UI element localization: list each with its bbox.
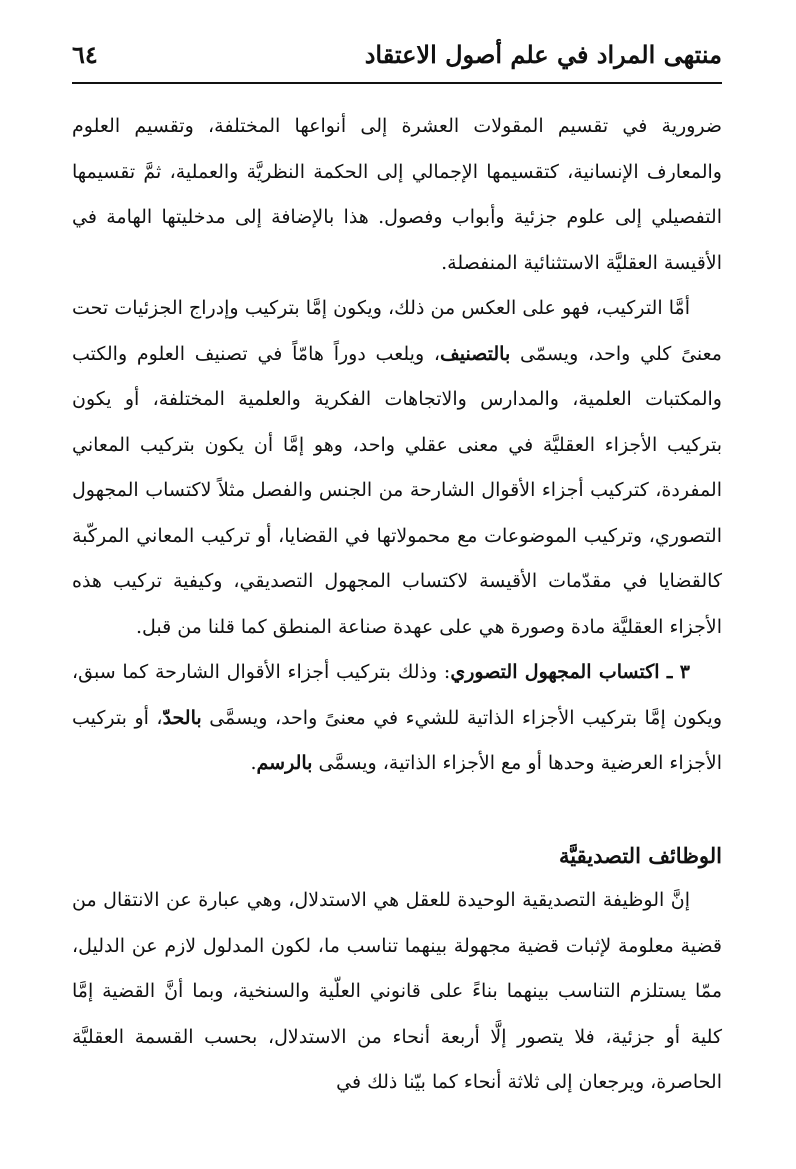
paragraph-text: ، ويلعب دوراً هامّاً في تصنيف العلوم والكتب والمكتبات العلمية، والمدارس والاتجاهات الفكرية والعلمية المختلفة، أو يكون بتركيب الأجزاء العقليَّة في معنى عقلي واحد، وهو إمَّا أن يكون بتركيب المعاني المفردة، كتركيب أجزاء الأقوال الشارحة من الجنس والفصل مثلاً لاكتساب المجهول التصوري، وتركيب الموضوعات مع محمولاتها في القضايا، أو تركيب المعاني المركّبة كالقضايا في مقدّمات الأقيسة لاكتساب المجهول التصديقي، وكيفية تركيب هذه الأجزاء العقليَّة مادة وصورة هي على عهدة صناعة المنطق كما قلنا من قبل.	[72, 342, 722, 638]
bold-term-acquisition: اكتساب المجهول التصوري	[450, 661, 660, 683]
paragraph-continuation: ضرورية في تقسيم المقولات العشرة إلى أنواعها المختلفة، وتقسيم العلوم والمعارف الإنسانية، كتقسيمها الإجمالي إلى الحكمة النظريَّة والعملية، ثمَّ تقسيمها التفصيلي إلى علوم جزئية وأبواب وفصول. هذا بالإضافة إلى مدخليتها الهامة في الأقيسة العقليَّة الاستثنائية المنفصلة.	[72, 115, 722, 274]
paragraph-composition	[72, 286, 722, 650]
bold-term-description: بالرسم	[256, 752, 313, 774]
bold-term-classification: بالتصنيف	[440, 342, 511, 365]
paragraph-text: أمَّا التركيب، فهو على العكس من ذلك، ويكون إمَّا بتركيب وإدراج الجزئيات تحت معنىً كلي واحد، ويسمّى	[72, 297, 722, 365]
running-header	[72, 30, 722, 78]
page-body	[72, 104, 722, 1106]
paragraph-text: : وذلك بتركيب أجزاء الأقوال الشارحة كما سبق، ويكون إمَّا بتركيب الأجزاء الذاتية للشيء في معنىً واحد، ويسمَّى	[72, 661, 722, 729]
header-rule	[72, 82, 722, 84]
running-title: منتهى المراد في علم أصول الاعتقاد	[364, 39, 722, 69]
paragraph-inference: إنَّ الوظيفة التصديقية الوحيدة للعقل هي الاستدلال، وهي عبارة عن الانتقال من قضية معلومة لإثبات قضية مجهولة بينهما تناسب ما، لكون المدلول لازم عن الدليل، ممّا يستلزم التناسب بينهما بناءً على قانوني العلّية والسنخية، وبما أنَّ القضية إمَّا كلية أو جزئية، فلا يتصور إلَّا أربعة أنحاء من الاستدلال، بحسب القسمة العقليَّة الحاصرة، ويرجعان إلى ثلاثة أنحاء كما بيّنا ذلك في	[72, 889, 722, 1093]
page-number: ٦٤	[72, 39, 98, 69]
paragraph-conceptual-acquisition	[72, 650, 722, 787]
paragraph-text: ، أو بتركيب الأجزاء العرضية وحدها أو مع الأجزاء الذاتية، ويسمَّى	[72, 706, 722, 774]
item-number: ٣ ـ	[659, 661, 690, 683]
paragraph-text: .	[250, 752, 257, 774]
section-heading: الوظائف التصديقيَّة	[559, 842, 722, 868]
bold-term-definition: بالحدّ	[162, 706, 202, 729]
